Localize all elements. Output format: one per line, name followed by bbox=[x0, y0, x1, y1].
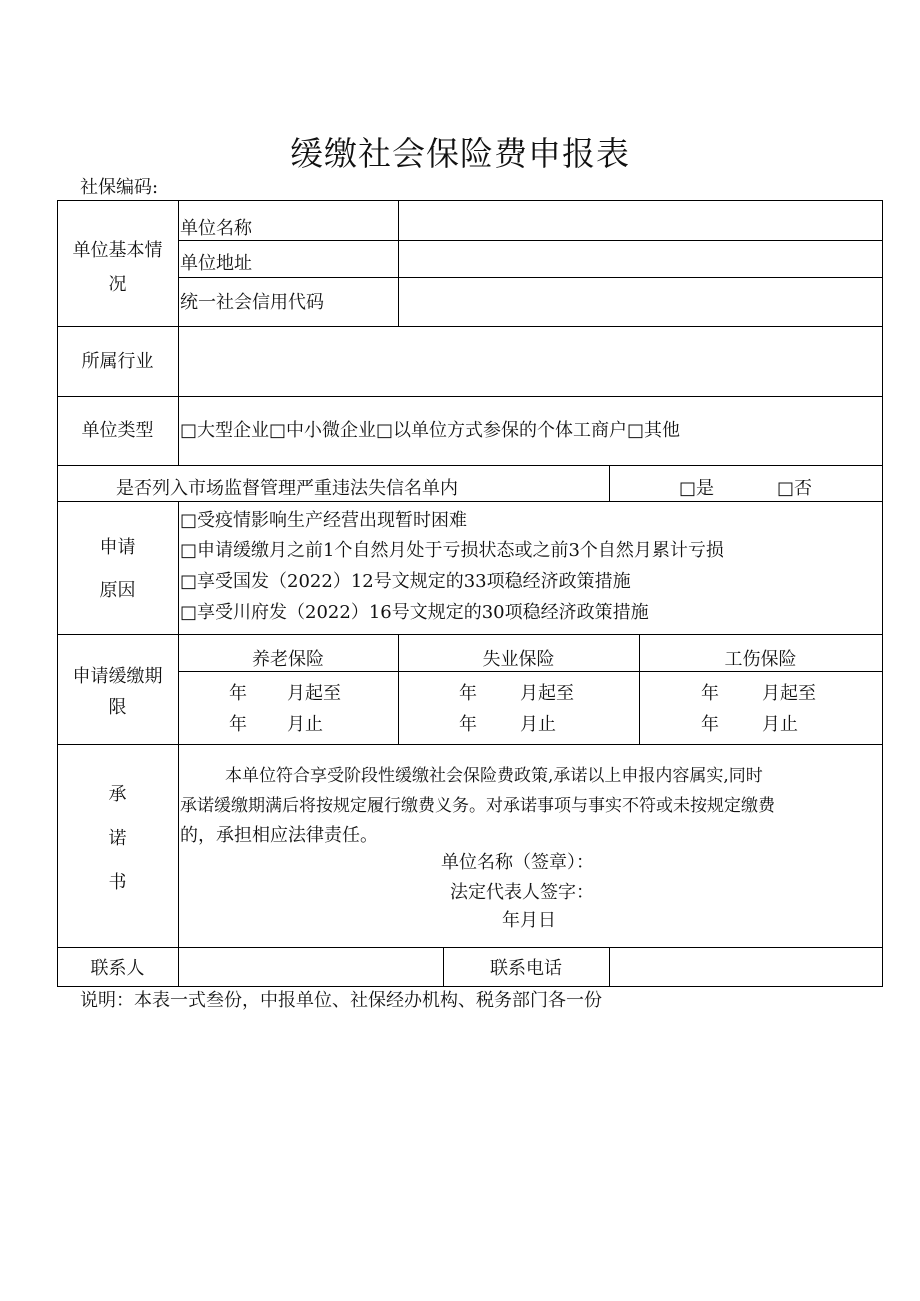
page-title: 缓缴社会保险费申报表 bbox=[290, 134, 630, 173]
industry-label: 所属行业 bbox=[81, 351, 154, 372]
reason-option-2[interactable]: □申请缓缴月之前1个自然月处于亏损状态或之前3个自然月累计亏损 bbox=[180, 540, 724, 561]
social-code-label: 社保编码: bbox=[80, 177, 159, 198]
pledge-label-char-3: 书 bbox=[108, 872, 127, 893]
pension-start-year: 年 bbox=[229, 683, 247, 704]
unemployment-insurance-header: 失业保险 bbox=[482, 649, 555, 670]
injury-end-month: 月止 bbox=[762, 714, 798, 735]
period-label-line1: 申请缓缴期 bbox=[72, 666, 163, 687]
blacklist-no-checkbox[interactable]: □否 bbox=[777, 478, 813, 499]
unit-type-label: 单位类型 bbox=[81, 420, 154, 441]
pension-end-year: 年 bbox=[229, 714, 247, 735]
industry-input[interactable] bbox=[180, 328, 880, 394]
pension-insurance-header: 养老保险 bbox=[252, 649, 324, 670]
reason-label-line1: 申请 bbox=[99, 537, 136, 558]
basic-info-label-line1: 单位基本情 bbox=[72, 240, 163, 261]
pledge-text-line2: 承诺缓缴期满后将按规定履行缴费义务。对承诺事项与事实不符或未按规定缴费 bbox=[180, 796, 775, 816]
injury-start-month: 月起至 bbox=[762, 683, 816, 704]
pension-start-month: 月起至 bbox=[287, 683, 341, 704]
contact-person-input[interactable] bbox=[180, 949, 441, 984]
blacklist-question: 是否列入市场监督管理严重违法失信名单内 bbox=[116, 478, 458, 499]
contact-phone-input[interactable] bbox=[611, 949, 880, 984]
contact-phone-label: 联系电话 bbox=[490, 958, 562, 979]
reason-option-3[interactable]: □享受国发（2022）12号文规定的33项稳经济政策措施 bbox=[180, 571, 631, 592]
reason-label-line2: 原因 bbox=[99, 580, 136, 601]
unit-name-label: 单位名称 bbox=[180, 218, 252, 239]
reason-option-4[interactable]: □享受川府发（2022）16号文规定的30项稳经济政策措施 bbox=[180, 602, 649, 623]
blacklist-yes-checkbox[interactable]: □是 bbox=[679, 478, 715, 499]
pledge-label-char-1: 承 bbox=[108, 784, 127, 805]
credit-code-label: 统一社会信用代码 bbox=[180, 292, 324, 313]
pledge-text-line3: 的，承担相应法律责任。 bbox=[180, 825, 378, 846]
pension-end-month: 月止 bbox=[287, 714, 323, 735]
unit-type-options[interactable]: □大型企业□中小微企业□以单位方式参保的个体工商户□其他 bbox=[180, 420, 681, 441]
period-label-line2: 限 bbox=[108, 697, 127, 718]
contact-person-label: 联系人 bbox=[90, 958, 145, 979]
pledge-label-char-2: 诺 bbox=[108, 828, 127, 849]
credit-code-input[interactable] bbox=[400, 279, 880, 324]
pledge-text-line1: 本单位符合享受阶段性缓缴社会保险费政策,承诺以上申报内容属实,同时 bbox=[225, 766, 763, 786]
injury-start-year: 年 bbox=[701, 683, 719, 704]
sign-representative-label: 法定代表人签字： bbox=[450, 882, 594, 903]
injury-end-year: 年 bbox=[701, 714, 719, 735]
sign-unit-label: 单位名称（签章）： bbox=[441, 852, 594, 873]
reason-option-1[interactable]: □受疫情影响生产经营出现暂时困难 bbox=[180, 510, 468, 531]
unit-address-label: 单位地址 bbox=[180, 253, 252, 274]
injury-insurance-header: 工伤保险 bbox=[724, 649, 797, 670]
unit-name-input[interactable] bbox=[400, 202, 880, 238]
unemployment-end-year: 年 bbox=[459, 714, 477, 735]
unemployment-start-year: 年 bbox=[459, 683, 477, 704]
footnote: 说明：本表一式叁份，中报单位、社保经办机构、税务部门各一份 bbox=[80, 990, 602, 1011]
unemployment-start-month: 月起至 bbox=[520, 683, 574, 704]
unit-address-input[interactable] bbox=[400, 242, 880, 275]
unemployment-end-month: 月止 bbox=[520, 714, 556, 735]
sign-date-label: 年月日 bbox=[502, 910, 556, 931]
basic-info-label-line2: 况 bbox=[108, 274, 127, 295]
